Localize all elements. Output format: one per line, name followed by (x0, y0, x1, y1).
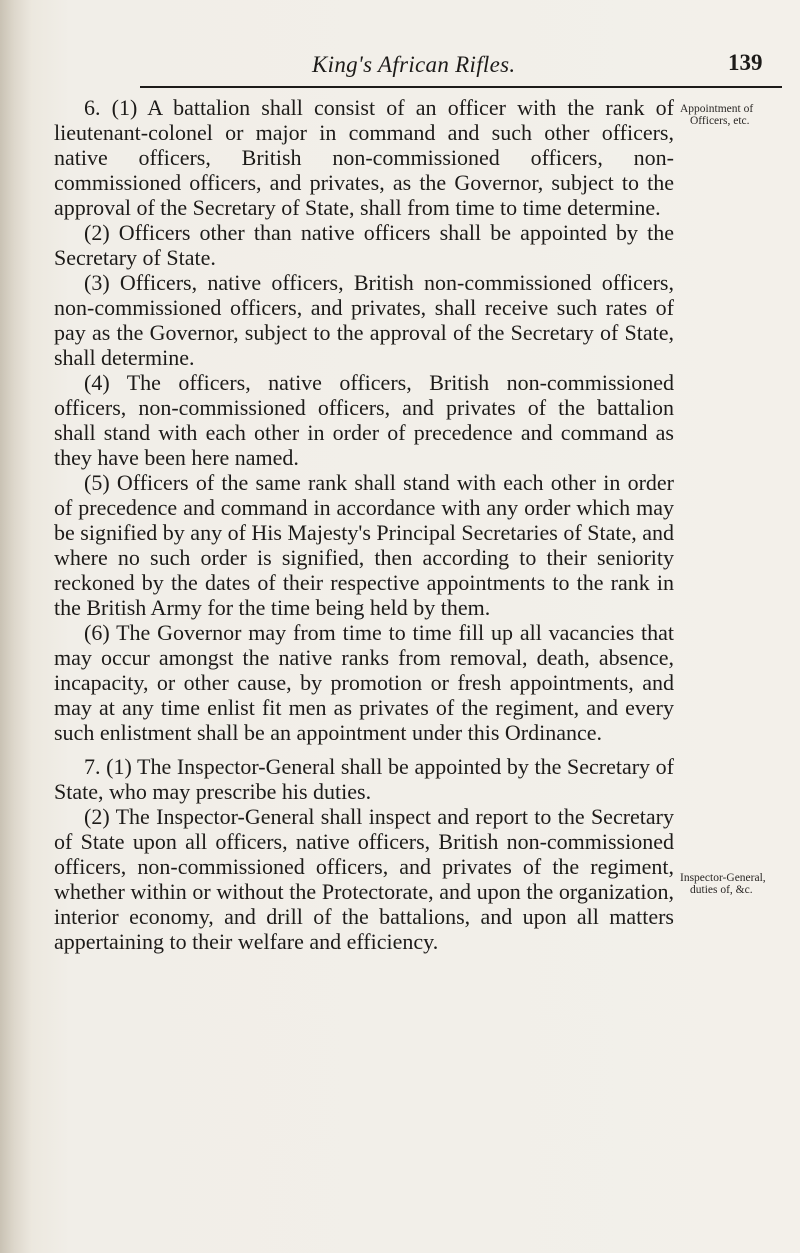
margin-note-line: duties of, &c. (690, 884, 753, 896)
margin-note-line: Officers, etc. (690, 115, 750, 127)
paragraph-6-1: 6. (1) A battalion shall consist of an officer with the rank of lieutenant-colonel or major in command and such other officers, native officers, British non-commissioned officers, non-commissioned officers, and privates, as the Governor, subject to the approval of the Secretary of State, shall from time to time determine. (54, 95, 674, 220)
paragraph-6-3: (3) Officers, native officers, British non-commissioned officers, non-commissioned officers, and privates, shall receive such rates of pay as the Governor, subject to the approval of the Secretary of State, shall determine. (54, 270, 674, 370)
margin-note-appointment (680, 103, 790, 127)
paragraph-6-6: (6) The Governor may from time to time fill up all vacancies that may occur amongst the native ranks from removal, death, absence, incapacity, or other cause, by promotion or fresh appointments, and may at any time enlist fit men as privates of the regiment, and every such enlistment shall be an appointment under this Ordinance. (54, 620, 674, 745)
paragraph-7-2: (2) The Inspector-General shall inspect and report to the Secretary of State upon all officers, native officers, British non-commissioned officers, non-commissioned officers, and privates of the regiment, whether within or without the Protectorate, and upon the organization, interior economy, and drill of the battalions, and upon all matters appertaining to their welfare and efficiency. (54, 804, 674, 954)
paragraph-6-2: (2) Officers other than native officers shall be appointed by the Secretary of State. (54, 220, 674, 270)
running-title: King's African Rifles. (312, 52, 516, 77)
paragraph-6-4: (4) The officers, native officers, British non-commissioned officers, non-commissioned officers, and privates of the battalion shall stand with each other in order of precedence and command as they have been here named. (54, 370, 674, 470)
page-number: 139 (728, 50, 763, 75)
paragraph-7-1: 7. (1) The Inspector-General shall be appointed by the Secretary of State, who may prescribe his duties. (54, 754, 674, 804)
body-text (54, 95, 674, 954)
paragraph-6-5: (5) Officers of the same rank shall stand with each other in order of precedence and command in accordance with any order which may be signified by any of His Majesty's Principal Secretaries of State, and where no such order is signified, then according to their seniority reckoned by the dates of their respective appointments to the rank in the British Army for the time being held by them. (54, 470, 674, 620)
margin-note-line: Appointment of (680, 103, 754, 115)
margin-note-line: Inspector-General, (680, 872, 766, 884)
margin-note-inspector-general (680, 872, 790, 896)
header-rule (140, 86, 782, 88)
